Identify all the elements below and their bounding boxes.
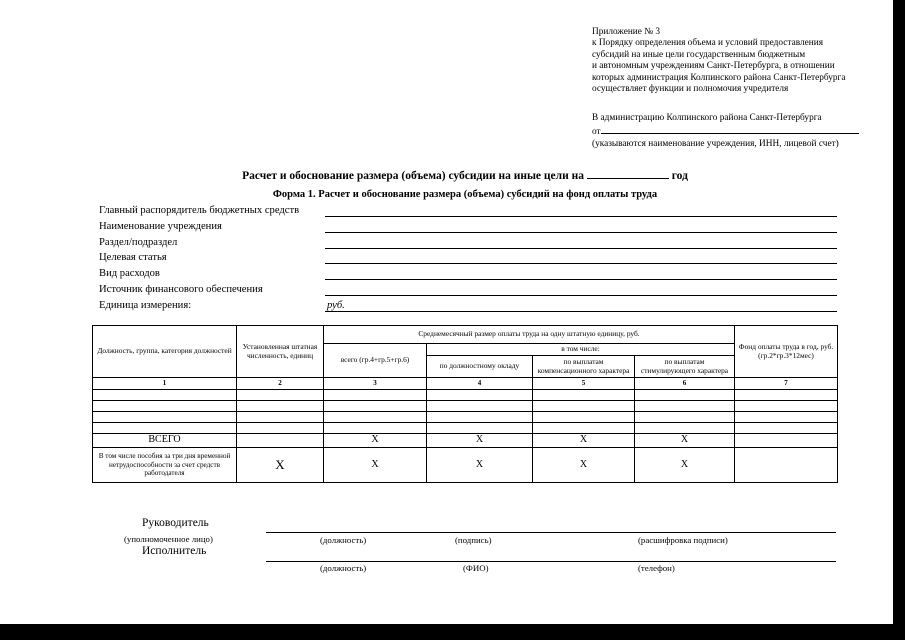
- table-cell[interactable]: [324, 390, 427, 401]
- head-sublabel: (уполномоченное лицо): [124, 534, 213, 544]
- column-number: 1: [93, 378, 237, 390]
- table-cell[interactable]: [735, 412, 838, 423]
- appendix-line: осуществляет функции и полномочия учредителя: [592, 84, 789, 95]
- table-cell[interactable]: [533, 401, 635, 412]
- table-cell[interactable]: [635, 412, 735, 423]
- header-avg-pay: Среднемесячный размер оплаты труда на одну штатную единицу, руб.: [324, 326, 735, 344]
- field-input-line[interactable]: [325, 295, 837, 296]
- table-cell[interactable]: [427, 401, 533, 412]
- field-label: Главный распорядитель бюджетных средств: [99, 205, 300, 216]
- table-cell[interactable]: [735, 423, 838, 434]
- executor-caption-position: (должность): [320, 563, 367, 573]
- column-number: 3: [324, 378, 427, 390]
- table-cell[interactable]: [324, 423, 427, 434]
- field-label: Раздел/подраздел: [99, 236, 178, 248]
- field-row: [99, 220, 839, 236]
- column-number: 7: [735, 378, 838, 390]
- appendix-line: Приложение № 3: [592, 27, 661, 37]
- executor-label: Исполнитель: [142, 545, 207, 557]
- including-row: [93, 448, 838, 483]
- table-cell[interactable]: [93, 423, 237, 434]
- field-input-line[interactable]: [325, 263, 837, 264]
- table-cell: Х: [533, 448, 635, 483]
- addressee-line: В администрацию Колпинского района Санкт-Петербурга: [592, 113, 822, 123]
- appendix-line: к Порядку определения объема и условий предоставления: [592, 38, 823, 49]
- executor-signature-line[interactable]: [266, 561, 836, 562]
- field-input-line[interactable]: [325, 311, 837, 312]
- table-cell[interactable]: [635, 423, 735, 434]
- table-cell[interactable]: [93, 390, 237, 401]
- header-incentive: по выплатам стимулирующего характера: [635, 356, 735, 378]
- including-label: В том числе пособия за три дня временной нетрудоспособности за счет средств работодателя: [93, 448, 237, 483]
- table-cell[interactable]: [237, 401, 324, 412]
- addressee-from: [592, 124, 888, 138]
- executor-caption-name: (ФИО): [463, 563, 489, 573]
- table-row: [93, 401, 838, 412]
- field-label: Целевая статья: [99, 252, 167, 264]
- table-cell[interactable]: [427, 423, 533, 434]
- table-cell[interactable]: [533, 412, 635, 423]
- table-cell[interactable]: [427, 412, 533, 423]
- table-cell[interactable]: [533, 423, 635, 434]
- table-cell[interactable]: [427, 390, 533, 401]
- table-cell: Х: [635, 448, 735, 483]
- field-label: Единица измерения:: [99, 299, 192, 311]
- field-row: [99, 251, 839, 267]
- field-label: Источник финансового обеспечения: [99, 283, 263, 295]
- table-cell[interactable]: [324, 412, 427, 423]
- table-cell[interactable]: [735, 401, 838, 412]
- field-input-line[interactable]: [325, 216, 837, 217]
- table-cell[interactable]: [635, 401, 735, 412]
- total-label: ВСЕГО: [93, 434, 237, 448]
- table-cell: Х: [533, 434, 635, 448]
- field-label: Наименование учреждения: [99, 220, 222, 232]
- table-cell[interactable]: [93, 401, 237, 412]
- table-cell[interactable]: [237, 412, 324, 423]
- table-cell[interactable]: [237, 423, 324, 434]
- field-row: [99, 283, 839, 299]
- table-cell[interactable]: [324, 401, 427, 412]
- table-cell[interactable]: [635, 390, 735, 401]
- field-row: [99, 267, 839, 283]
- form-fields: [99, 204, 839, 315]
- column-number: 4: [427, 378, 533, 390]
- table-cell[interactable]: [237, 390, 324, 401]
- table-cell[interactable]: [533, 390, 635, 401]
- wage-fund-table: [92, 325, 838, 483]
- head-caption-signature: (подпись): [455, 535, 492, 545]
- document-title: [0, 168, 905, 182]
- table-cell: Х: [427, 448, 533, 483]
- addressee-block: [592, 112, 888, 150]
- year-blank-line: [587, 168, 669, 179]
- title-text: Расчет и обоснование размера (объема) субсидии на иные цели на: [242, 170, 584, 182]
- from-blank-line: [601, 124, 859, 134]
- field-label: Вид расходов: [99, 268, 160, 280]
- header-position: Должность, группа, категория должностей: [93, 326, 237, 378]
- field-input-line[interactable]: [325, 232, 837, 233]
- head-signature-line[interactable]: [266, 532, 836, 533]
- appendix-line: которых администрация Колпинского района Санкт-Петербурга: [592, 72, 846, 83]
- column-number-row: [93, 378, 838, 390]
- table-cell[interactable]: [735, 448, 838, 483]
- table-cell[interactable]: [735, 390, 838, 401]
- executor-caption-phone: (телефон): [638, 563, 675, 573]
- table-cell: Х: [237, 448, 324, 483]
- head-caption-position: (должность): [320, 535, 367, 545]
- header-fund: Фонд оплаты труда в год, руб. (гр.2*гр.3*12мес): [735, 326, 838, 378]
- table-cell[interactable]: [735, 434, 838, 448]
- appendix-line: субсидий на иные цели государственным бюджетным: [592, 49, 806, 60]
- header-salary: по должностному окладу: [427, 356, 533, 378]
- column-number: 6: [635, 378, 735, 390]
- header-staff: Установленная штатная численность, единиц: [237, 326, 324, 378]
- table-row: [93, 390, 838, 401]
- field-row: [99, 299, 839, 315]
- header-total: всего (гр.4+гр.5+гр.6): [324, 344, 427, 378]
- field-input-line[interactable]: [325, 248, 837, 249]
- head-label: Руководитель: [142, 517, 209, 529]
- unit-value: руб.: [327, 299, 345, 311]
- scan-border-bottom: [0, 624, 905, 640]
- table-row: [93, 412, 838, 423]
- column-number: 5: [533, 378, 635, 390]
- form-title: Форма 1. Расчет и обоснование размера (объема) субсидий на фонд оплаты труда: [272, 189, 658, 200]
- header-compensation: по выплатам компенсационного характера: [533, 356, 635, 378]
- appendix-header: [592, 27, 888, 95]
- from-prefix: от: [592, 127, 601, 137]
- table-cell[interactable]: [93, 412, 237, 423]
- table-cell[interactable]: [237, 434, 324, 448]
- table-cell: Х: [427, 434, 533, 448]
- field-input-line[interactable]: [325, 279, 837, 280]
- table-cell: Х: [324, 448, 427, 483]
- addressee-note: (указываются наименование учреждения, ИНН, лицевой счет): [592, 139, 839, 149]
- total-row: [93, 434, 838, 448]
- table-cell: Х: [635, 434, 735, 448]
- table-row: [93, 423, 838, 434]
- scan-border-right: [893, 0, 905, 640]
- appendix-line: и автономным учреждениям Санкт-Петербурга, в отношении: [592, 61, 835, 72]
- title-year-suffix: год: [671, 170, 688, 182]
- header-including: в том числе:: [427, 344, 735, 356]
- column-number: 2: [237, 378, 324, 390]
- field-row: [99, 204, 839, 220]
- table-cell: Х: [324, 434, 427, 448]
- field-row: [99, 236, 839, 252]
- head-caption-decoding: (расшифровка подписи): [638, 535, 728, 545]
